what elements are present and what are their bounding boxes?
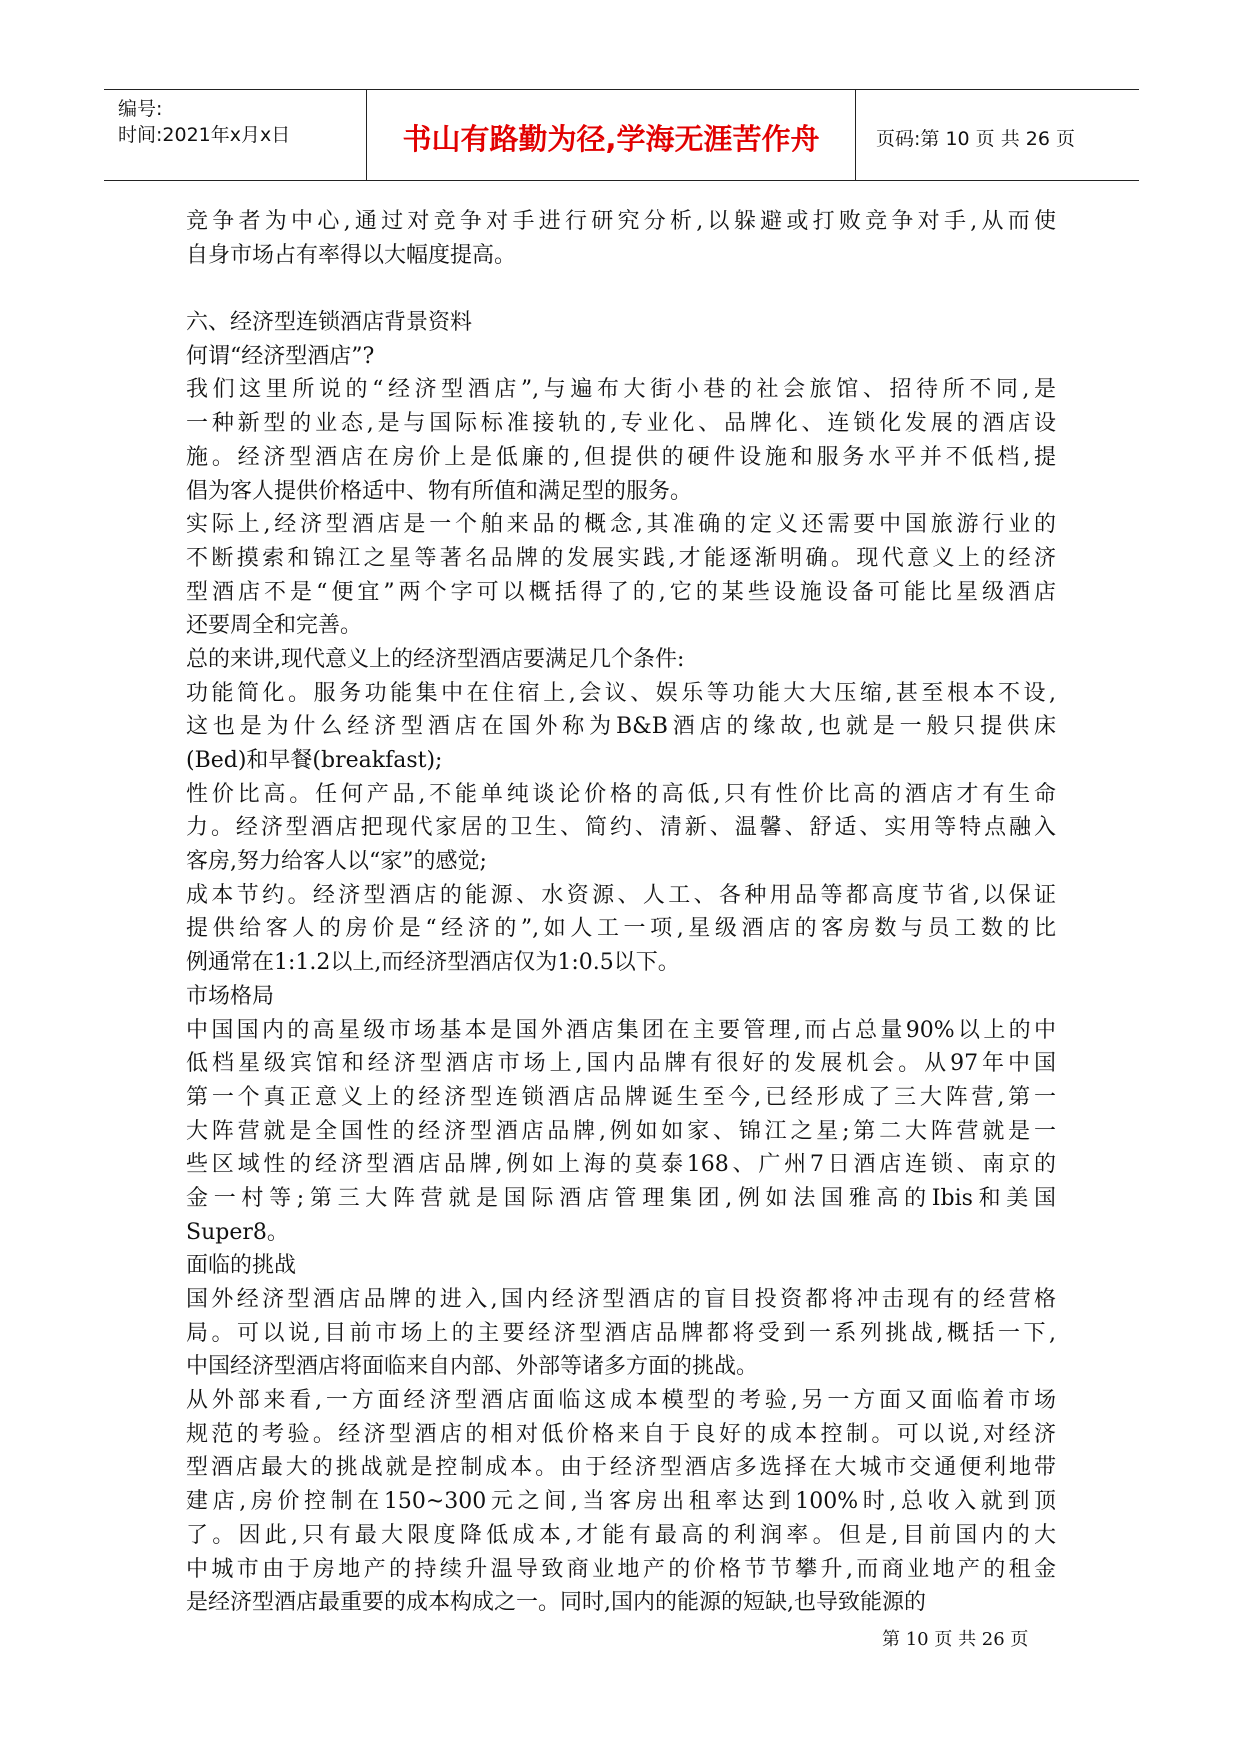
text-line: 规范的考验。经济型酒店的相对低价格来自于良好的成本控制。可以说,对经济 (186, 1421, 1056, 1447)
text-line: 这也是为什么经济型酒店在国外称为B&B酒店的缘故,也就是一般只提供床 (186, 714, 1056, 740)
text-line: 是经济型酒店最重要的成本构成之一。同时,国内的能源的短缺,也导致能源的 (186, 1590, 926, 1616)
text-line: 自身市场占有率得以大幅度提高。 (186, 242, 517, 268)
text-line: 实际上,经济型酒店是一个舶来品的概念,其准确的定义还需要中国旅游行业的 (186, 512, 1056, 538)
text-line: 建店,房价控制在150~300元之间,当客房出租率达到100%时,总收入就到顶 (186, 1489, 1056, 1515)
text-line: 低档星级宾馆和经济型酒店市场上,国内品牌有很好的发展机会。从97年中国 (186, 1051, 1056, 1077)
text-line: 中城市由于房地产的持续升温导致商业地产的价格节节攀升,而商业地产的租金 (186, 1556, 1056, 1582)
document-header (104, 89, 1139, 181)
text-line: 第一个真正意义上的经济型连锁酒店品牌诞生至今,已经形成了三大阵营,第一 (186, 1084, 1056, 1110)
text-line: 施。经济型酒店在房价上是低廉的,但提供的硬件设施和服务水平并不低档,提 (186, 444, 1056, 470)
text-line: 国外经济型酒店品牌的进入,国内经济型酒店的盲目投资都将冲击现有的经营格 (186, 1287, 1056, 1312)
text-line: 力。经济型酒店把现代家居的卫生、简约、清新、温馨、舒适、实用等特点融入 (186, 815, 1056, 841)
date-label: 时间:2021年x月x日 (118, 124, 291, 146)
text-line: (Bed)和早餐(breakfast); (186, 748, 443, 773)
text-line: 性价比高。任何产品,不能单纯谈论价格的高低,只有性价比高的酒店才有生命 (186, 781, 1056, 807)
text-line: 六、经济型连锁酒店背景资料 (186, 310, 473, 336)
text-line: Super8。 (186, 1219, 289, 1245)
header-motto-cell (366, 90, 856, 180)
text-line: 从外部来看,一方面经济型酒店面临这成本模型的考验,另一方面又面临着市场 (186, 1388, 1056, 1414)
blank-line (186, 272, 1056, 306)
text-line: 市场格局 (186, 983, 275, 1009)
text-line: 了。因此,只有最大限度降低成本,才能有最高的利润率。但是,目前国内的大 (186, 1522, 1056, 1548)
footer-page-number: 第 10 页 共 26 页 (882, 1629, 1029, 1650)
motto-text: 书山有路勤为径,学海无涯苦作舟 (402, 122, 820, 156)
text-line: 局。可以说,目前市场上的主要经济型酒店品牌都将受到一系列挑战,概括一下, (186, 1320, 1056, 1346)
document-body (186, 205, 1056, 1620)
text-line: 竞争者为中心,通过对竞争对手进行研究分析,以躲避或打败竞争对手,从而使 (186, 209, 1056, 234)
text-line: 我们这里所说的“经济型酒店”,与遍布大街小巷的社会旅馆、招待所不同,是 (186, 377, 1056, 403)
header-page-number: 页码:第 10 页 共 26 页 (876, 128, 1075, 150)
text-line: 大阵营就是全国性的经济型酒店品牌,例如如家、锦江之星;第二大阵营就是一 (186, 1118, 1056, 1144)
text-line: 倡为客人提供价格适中、物有所值和满足型的服务。 (186, 478, 693, 504)
text-line: 例通常在1:1.2以上,而经济型酒店仅为1:0.5以下。 (186, 950, 680, 976)
text-line: 中国国内的高星级市场基本是国外酒店集团在主要管理,而占总量90%以上的中 (186, 1017, 1056, 1043)
text-line: 功能简化。服务功能集中在住宿上,会议、娱乐等功能大大压缩,甚至根本不设, (186, 680, 1056, 706)
text-line: 型酒店最大的挑战就是控制成本。由于经济型酒店多选择在大城市交通便利地带 (186, 1455, 1056, 1481)
serial-number-label: 编号: (118, 98, 163, 120)
text-line: 些区域性的经济型酒店品牌,例如上海的莫泰168、广州7日酒店连锁、南京的 (186, 1152, 1056, 1178)
text-line: 面临的挑战 (186, 1253, 297, 1279)
text-line: 型酒店不是“便宜”两个字可以概括得了的,它的某些设施设备可能比星级酒店 (186, 579, 1056, 605)
text-line: 成本节约。经济型酒店的能源、水资源、人工、各种用品等都高度节省,以保证 (186, 882, 1056, 908)
text-line: 一种新型的业态,是与国际标准接轨的,专业化、品牌化、连锁化发展的酒店设 (186, 411, 1056, 437)
text-line: 总的来讲,现代意义上的经济型酒店要满足几个条件: (186, 646, 685, 672)
text-line: 还要周全和完善。 (186, 613, 363, 639)
text-line: 不断摸索和锦江之星等著名品牌的发展实践,才能逐渐明确。现代意义上的经济 (186, 545, 1056, 571)
header-meta-cell (104, 90, 366, 180)
text-line: 何谓“经济型酒店”? (186, 343, 375, 369)
text-line: 提供给客人的房价是“经济的”,如人工一项,星级酒店的客房数与员工数的比 (186, 916, 1056, 942)
header-page-cell (856, 90, 1139, 180)
text-line: 金一村等;第三大阵营就是国际酒店管理集团,例如法国雅高的Ibis和美国 (186, 1185, 1056, 1211)
text-line: 客房,努力给客人以“家”的感觉; (186, 849, 487, 875)
text-line: 中国经济型酒店将面临来自内部、外部等诸多方面的挑战。 (186, 1354, 759, 1380)
